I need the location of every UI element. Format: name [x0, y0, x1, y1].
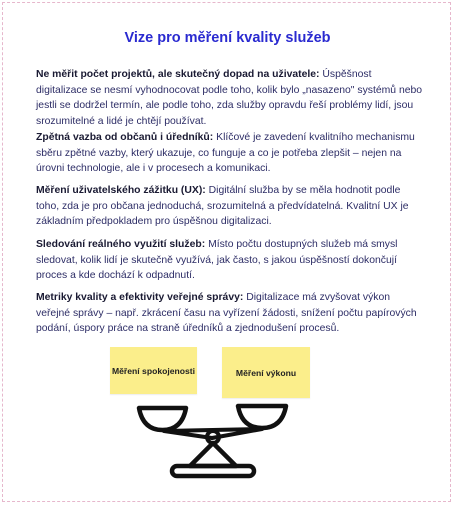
section-text: Klíčové je zavedení kvalitního mechanismu sběru zpětné vazby, který ukazuje, co funguje a co je potřeba zlepšit – nejen na úrovni technologie, ale i v procesech a komunikaci. [36, 132, 415, 174]
section-usage [36, 237, 424, 284]
section-metrics [36, 290, 424, 337]
section-heading: Ne měřit počet projektů, ale skutečný dopad na uživatele: [36, 69, 320, 80]
sticky-note-performance: Měření výkonu [222, 347, 310, 398]
section-text: Digitalizace má zvyšovat výkon veřejné správy – např. zkrácení času na vyřízení žádosti, snížení počtu papírových podání, úspory práce na straně úředníků a zjednodušení procesů. [36, 292, 417, 334]
section-text: Digitální služba by se měla hodnotit podle toho, zda je pro občana jednoduchá, srozumitelná a předvídatelná. Kvalitní UX je základním předpokladem pro úspěšnou digitalizaci. [36, 185, 409, 227]
section-text: Úspěšnost digitalizace se nesmí vyhodnocovat podle toho, kolik bylo „nasazeno" systémů nebo jestli se dodržel termín, ale podle toho, zda služby opravdu řeší problémy lidí, jsou srozumitelné a lidé je chtějí používat. [36, 69, 423, 127]
section-text: Místo počtu dostupných služeb má smysl sledovat, kolik lidí je skutečně využívá, jak často, s jakou úspěšností dokončují proces a kde dochází k odpadnutí. [36, 239, 398, 281]
section-feedback [36, 130, 424, 177]
section-heading: Měření uživatelského zážitku (UX): [36, 185, 206, 196]
section-heading: Sledování reálného využití služeb: [36, 239, 206, 250]
balance-scale-icon [134, 400, 304, 482]
section-heading: Metriky kvality a efektivity veřejné správy: [36, 292, 244, 303]
section-impact [36, 67, 424, 129]
section-heading: Zpětná vazba od občanů i úředníků: [36, 132, 214, 143]
page-title: Vize pro měření kvality služeb [124, 30, 331, 46]
section-ux [36, 183, 424, 230]
sticky-note-satisfaction: Měření spokojenosti [110, 347, 197, 394]
